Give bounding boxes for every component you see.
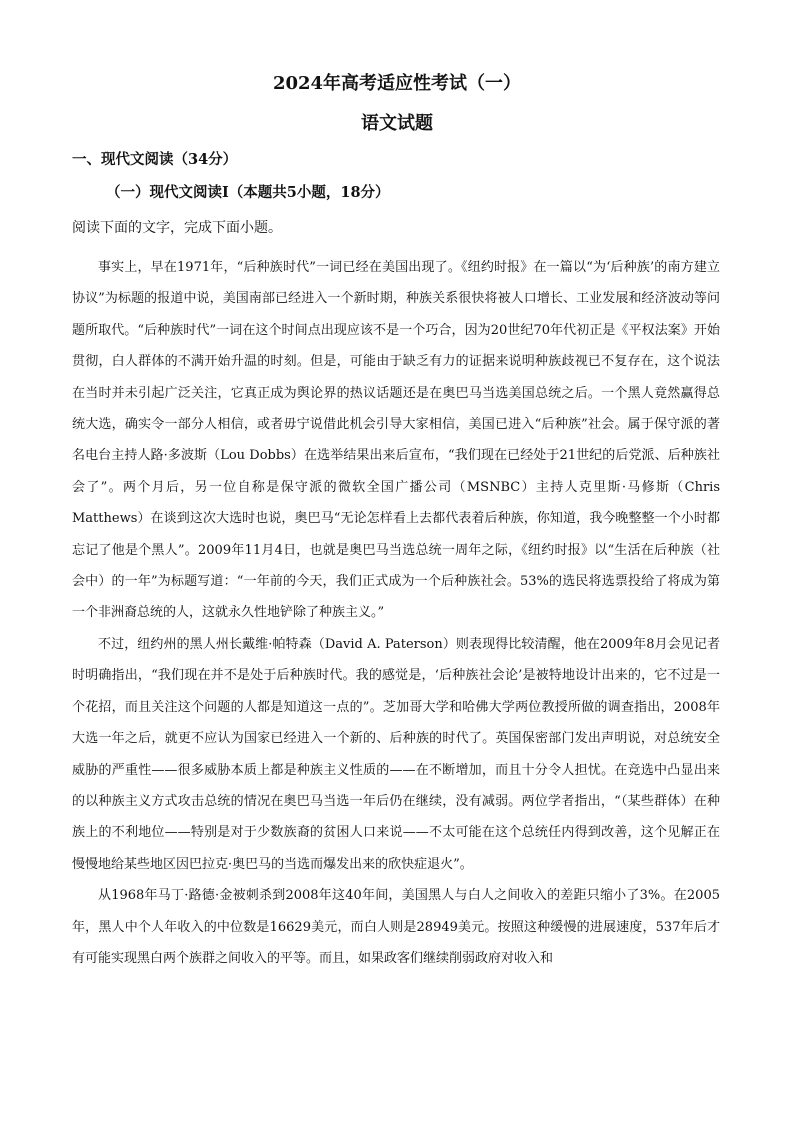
passage-paragraph: 不过，纽约州的黑人州长戴维·帕特森（David A. Paterson）则表现得比较清醒，他在2009年8月会见记者时明确指出，“我们现在并不是处于后种族时代。我的感觉是，‘后种族社会论’是被特地设计出来的，它不过是一个花招，而且关注这个问题的人都是知道这一点的”。芝加哥大学和哈佛大学两位教授所做的调查指出，2008年大选一年之后，就更不应认为国家已经进入一个新的、后种族的时代了。英国保密部门发出声明说，对总统安全威胁的严重性——很多威胁本质上都是种族主义性质的——在不断增加，而且十分令人担忧。在竞选中凸显出来的以种族主义方式攻击总统的情况在奥巴马当选一年后仍在继续，没有减弱。两位学者指出，“（某些群体）在种族上的不利地位——特别是对于少数族裔的贫困人口来说——不太可能在这个总统任内得到改善，这个见解正在慢慢地给某些地区因巴拉克·奥巴马的当选而爆发出来的欣快症退火”。 xyxy=(72,636,720,872)
exam-title: 2024年高考适应性考试（一） xyxy=(272,73,522,94)
section-heading: 一、现代文阅读（34分） xyxy=(72,151,238,168)
subsection-heading: （一）现代文阅读Ⅰ（本题共5小题，18分） xyxy=(106,184,390,201)
reading-passage xyxy=(72,252,720,974)
passage-paragraph: 从1968年马丁·路德·金被刺杀到2008年这40年间，美国黑人与白人之间收入的差距只缩小了3%。在2005年，黑人中个人年收入的中位数是16629美元，而白人则是28949美元。按照这种缓慢的进展速度，537年后才有可能实现黑白两个族群之间收入的平等。而且，如果政客们继续削弱政府对收入和 xyxy=(72,888,720,966)
reading-instruction: 阅读下面的文字，完成下面小题。 xyxy=(72,220,282,236)
subject-title: 语文试题 xyxy=(361,113,433,134)
passage-paragraph: 事实上，早在1971年，“后种族时代”一词已经在美国出现了。《纽约时报》在一篇以“为‘后种族’的南方建立协议”为标题的报道中说，美国南部已经进入一个新时期，种族关系很快将被人口增长、工业发展和经济波动等问题所取代。“后种族时代”一词在这个时间点出现应该不是一个巧合，因为20世纪70年代初正是《平权法案》开始贯彻，白人群体的不满开始升温的时刻。但是，可能由于缺乏有力的证据来说明种族歧视已不复存在，这个说法在当时并未引起广泛关注，它真正成为舆论界的热议话题还是在奥巴马当选美国总统之后。一个黑人竟然赢得总统大选，确实令一部分人相信，或者毋宁说借此机会引导大家相信，美国已进入“后种族”社会。属于保守派的著名电台主持人路·多波斯（Lou Dobbs）在选举结果出来后宣布，“我们现在已经处于21世纪的后党派、后种族社会了”。两个月后，另一位自称是保守派的微软全国广播公司（MSNBC）主持人克里斯·马修斯（Chris Matthews）在谈到这次大选时也说，奥巴马“无论怎样看上去都代表着后种族，你知道，我今晚整整一个小时都忘记了他是个黑人”。2009年11月4日，也就是奥巴马当选总统一周年之际，《纽约时报》以“生活在后种族（社会中）的一年”为标题写道：“一年前的今天，我们正式成为一个后种族社会。53%的选民将选票投给了将成为第一个非洲裔总统的人，这就永久性地铲除了种族主义。” xyxy=(72,260,720,621)
